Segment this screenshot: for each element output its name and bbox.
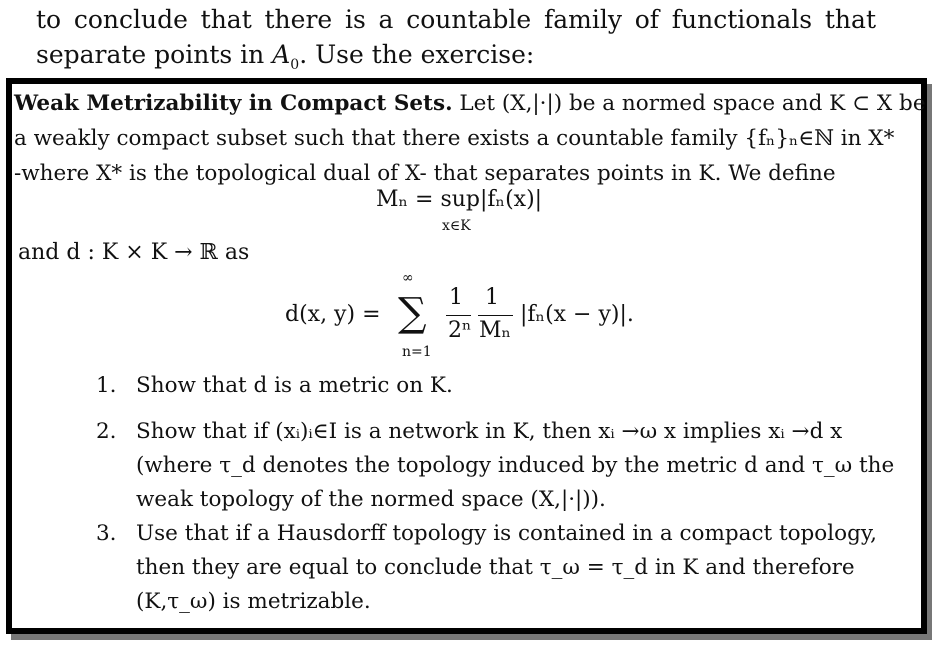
list-item-1: 1. Show that d is a metric on K. bbox=[96, 373, 453, 398]
fraction-1-numerator: 1 bbox=[449, 285, 463, 310]
exercise-line-1: Weak Metrizability in Compact Sets. Let (X,|·|) be a normed space and K ⊂ X be bbox=[14, 91, 926, 116]
list-item-3: 3. Use that if a Hausdorff topology is contained in a compact topology, then they are equal to conclude that τ_ω = τ_d in K and therefore (K,τ_ω) is metrizable. bbox=[96, 521, 877, 614]
exercise-line-3: -where X* is the topological dual of X- that separates points in K. We define bbox=[14, 161, 836, 186]
fraction-2-numerator: 1 bbox=[485, 285, 499, 310]
exercise-list bbox=[96, 369, 922, 619]
equation-mn: Mₙ = sup|fₙ(x)| bbox=[376, 187, 543, 212]
list-item-2: 2. Show that if (xᵢ)ᵢ∈I is a network in K, then xᵢ →ω x implies xᵢ →d x (where τ_d denotes the topology induced by the metric d and τ_ω the weak topology of the normed space (X,|·|)). bbox=[96, 419, 895, 512]
sum-upper-limit: ∞ bbox=[402, 270, 414, 286]
definition-line: and d : K × K → ℝ as bbox=[18, 240, 250, 265]
fraction-bar-2 bbox=[478, 315, 513, 316]
equation-d-rest: |fₙ(x − y)|. bbox=[520, 302, 634, 327]
equation-d-lhs: d(x, y) = bbox=[285, 302, 381, 327]
intro-line-1: to conclude that there is a countable family of functionals that bbox=[36, 5, 876, 34]
fraction-1-denominator: 2ⁿ bbox=[448, 318, 472, 343]
exercise-line-2: a weakly compact subset such that there exists a countable family {fₙ}ₙ∈ℕ in X* bbox=[14, 126, 895, 151]
fraction-2-denominator: Mₙ bbox=[479, 318, 512, 343]
summation-symbol: ∑ bbox=[398, 290, 427, 336]
intro-paragraph bbox=[36, 2, 876, 83]
intro-line-2: separate points in $A_0$. Use the exercise: bbox=[36, 40, 535, 73]
sum-lower-limit: n=1 bbox=[402, 344, 432, 360]
equation-mn-subscript: x∈K bbox=[442, 218, 471, 234]
fraction-bar-1 bbox=[446, 315, 471, 316]
exercise-text bbox=[14, 86, 926, 191]
exercise-heading: Weak Metrizability in Compact Sets. bbox=[14, 91, 453, 116]
